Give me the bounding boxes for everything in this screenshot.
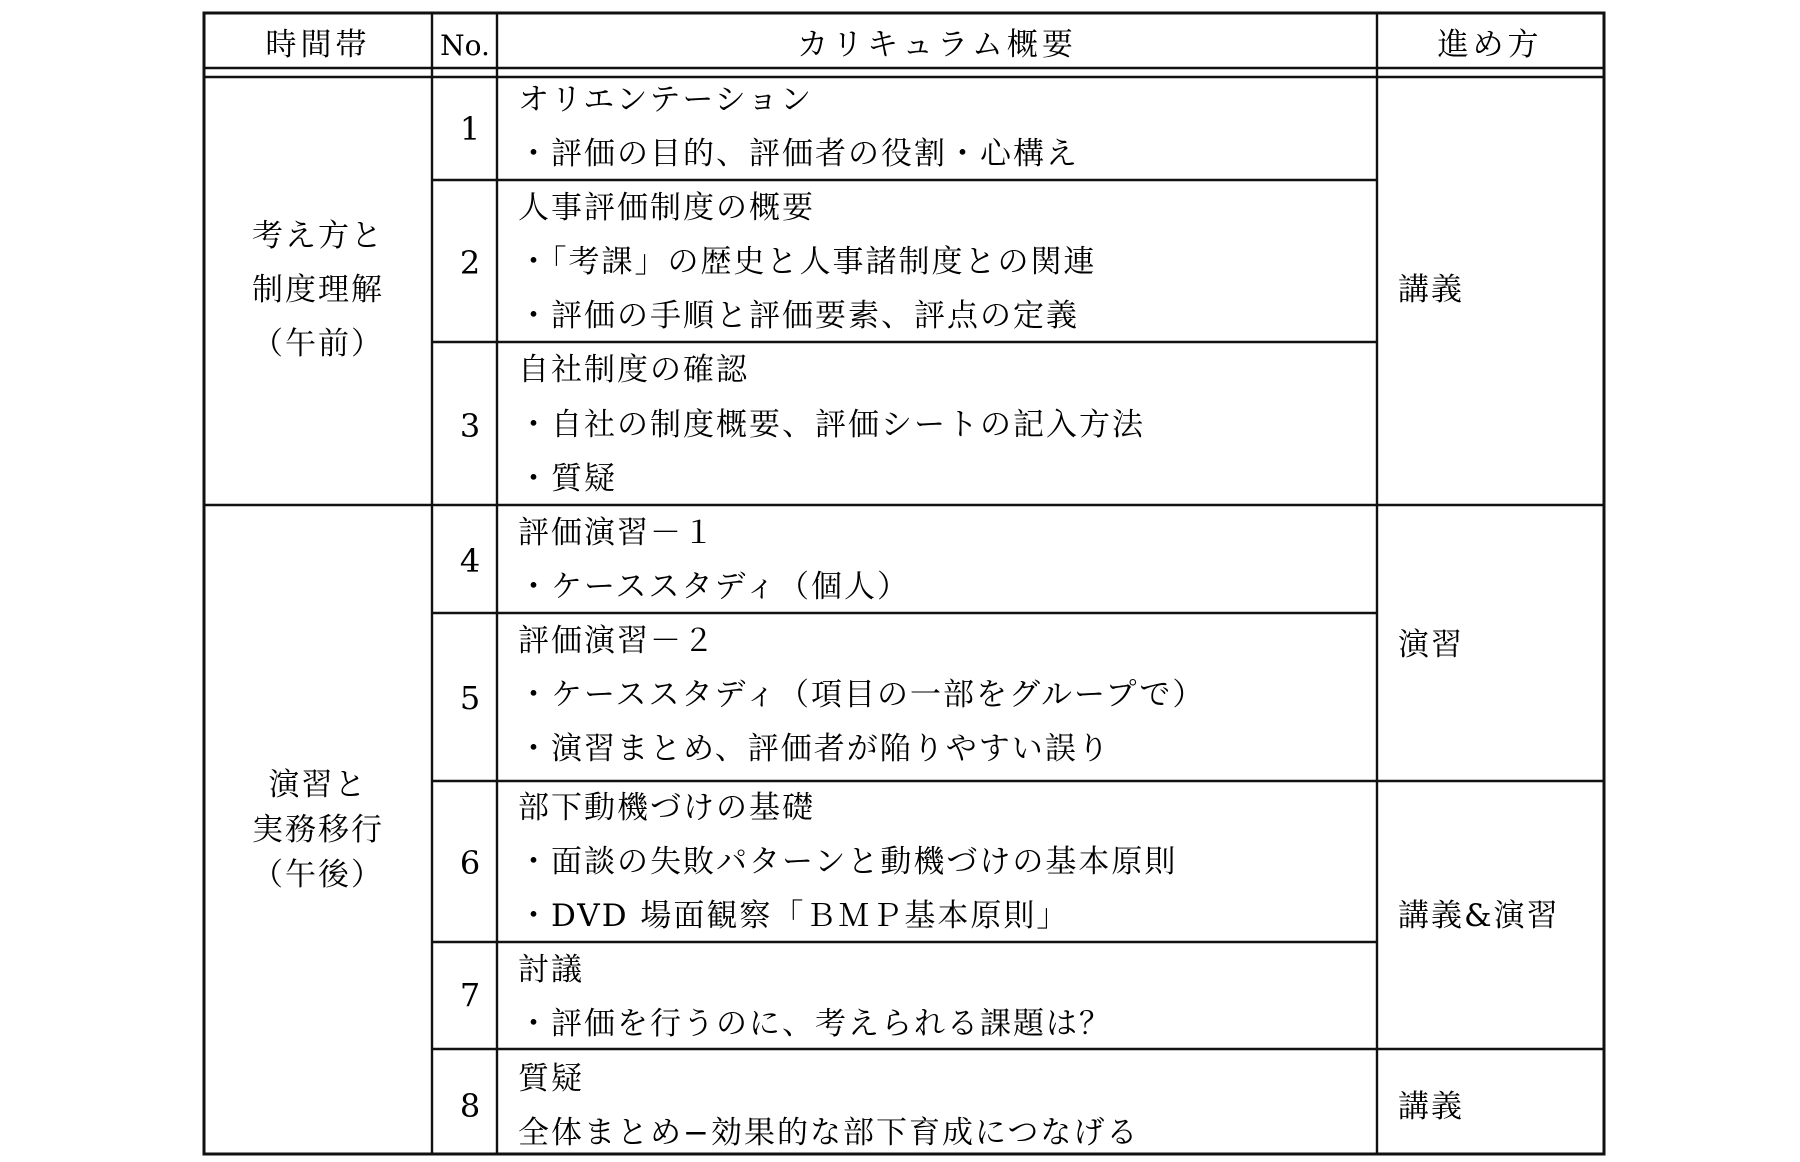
row-item: ・演習まとめ、評価者が陥りやすい誤り (518, 731, 1111, 767)
row-item: ・評価を行うのに、考えられる課題は？ (518, 1006, 1112, 1042)
row-item: ・ケーススタディ（個人） (518, 569, 910, 605)
row-number: 7 (459, 976, 481, 1014)
row-title: オリエンテーション (518, 82, 814, 118)
overview-row-1 (518, 82, 1079, 172)
row-title: 評価演習－１ (518, 515, 716, 551)
overview-row-6 (518, 790, 1177, 934)
method-cell: 講義 (1398, 272, 1464, 308)
row-number: 5 (459, 679, 481, 717)
time-band-afternoon (252, 767, 384, 893)
time-band-line: 考え方と (252, 218, 384, 254)
overview-row-7 (518, 952, 1112, 1042)
row-title: 人事評価制度の概要 (518, 190, 815, 226)
time-band-line: 演習と (268, 767, 368, 803)
method-cell: 講義&演習 (1398, 898, 1560, 934)
header-method: 進め方 (1437, 27, 1543, 63)
overview-row-2 (518, 190, 1097, 334)
row-numbers (460, 110, 480, 1125)
row-title: 部下動機づけの基礎 (518, 790, 815, 826)
method-column (1398, 272, 1560, 1125)
row-number: 3 (459, 407, 481, 445)
time-band-line: 制度理解 (252, 272, 384, 308)
overview-row-8 (518, 1061, 1139, 1151)
row-item: ・評価の目的、評価者の役割・心構え (518, 136, 1079, 172)
row-item: ・質疑 (518, 461, 617, 497)
row-number: 8 (459, 1087, 481, 1125)
header-no: No. (440, 29, 490, 62)
time-band-line: （午後） (252, 857, 384, 893)
row-item: ・ケーススタディ（項目の一部をグループで） (518, 677, 1206, 713)
header-overview: カリキュラム概要 (797, 27, 1077, 63)
row-number: 6 (459, 844, 481, 882)
time-band-morning (252, 218, 384, 362)
header-time: 時間帯 (265, 27, 371, 63)
row-title: 討議 (518, 952, 584, 988)
row-title: 質疑 (518, 1061, 584, 1097)
row-number: 2 (459, 244, 481, 282)
row-title: 自社制度の確認 (518, 352, 749, 388)
row-number: 1 (459, 110, 481, 148)
method-cell: 演習 (1398, 627, 1464, 663)
row-item: ・DVD 場面観察「ＢＭＰ基本原則」 (518, 898, 1070, 934)
row-item: ・自社の制度概要、評価シートの記入方法 (518, 407, 1145, 443)
time-band-line: （午前） (252, 326, 384, 362)
table-header (266, 27, 1543, 63)
row-title: 評価演習－２ (518, 623, 716, 659)
overview-row-4 (518, 515, 910, 605)
row-number: 4 (459, 542, 481, 580)
row-item: ・「考課」の歴史と人事諸制度との関連 (518, 244, 1097, 280)
overview-row-3 (518, 352, 1145, 497)
overview-row-5 (518, 623, 1205, 767)
row-item: 全体まとめ−効果的な部下育成につなげる (518, 1115, 1140, 1151)
method-cell: 講義 (1398, 1089, 1464, 1125)
row-item: ・面談の失敗パターンと動機づけの基本原則 (518, 844, 1178, 880)
row-item: ・評価の手順と評価要素、評点の定義 (518, 298, 1079, 334)
time-band-line: 実務移行 (252, 812, 384, 848)
